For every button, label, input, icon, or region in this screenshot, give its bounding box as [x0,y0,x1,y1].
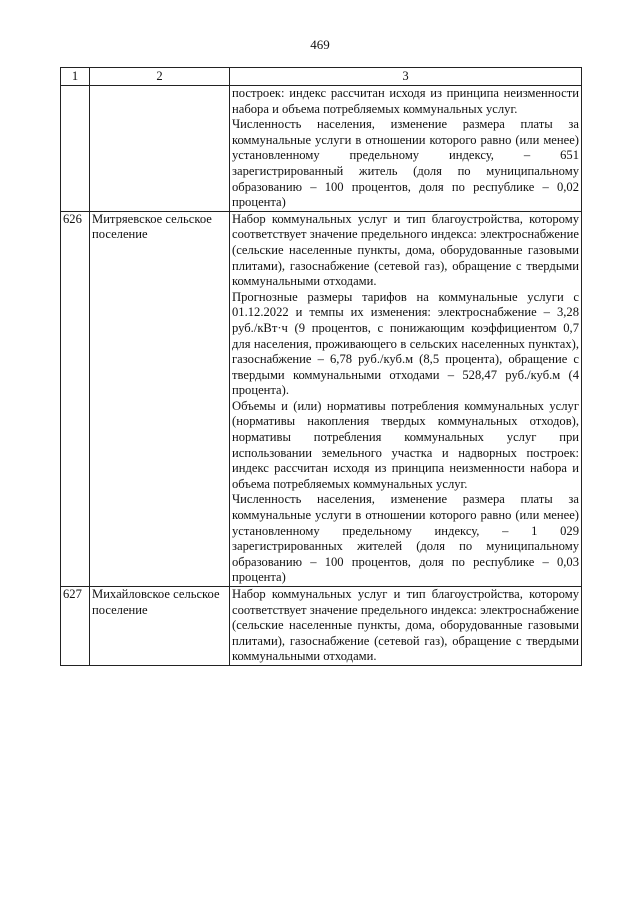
header-col-3: 3 [230,68,582,86]
row-number: 626 [61,211,90,586]
row-number [61,86,90,212]
row-description [230,86,582,212]
table-row [61,587,582,666]
municipal-index-table [60,67,582,666]
description-paragraph: Набор коммунальных услуг и тип благоустройства, которому соответствует значение предельного индекса: электроснабжение (сельские населенные пункты, дома, оборудованные газовыми плитами), газоснабжение (сетевой газ), обращение с твердыми коммунальными отходами. [232,211,579,289]
description-paragraph: Численность населения, изменение размера платы за коммунальные услуги в отношении которого равно (или менее) установленному предельному индексу, – 651 зарегистрированный житель (доля по муниципальному образованию – 100 процентов, доля по республике – 0,02 процента) [232,117,579,210]
municipality-name [90,86,230,212]
municipality-name: Михайловское сельское поселение [90,587,230,666]
header-col-1: 1 [61,68,90,86]
description-paragraph: Численность населения, изменение размера платы за коммунальные услуги в отношении которого равно (или менее) установленному предельному индексу, – 1 029 зарегистрированных жителей (доля по муниципальному образованию – 100 процентов, доля по республике – 0,03 процента) [232,492,579,585]
description-paragraph: Объемы и (или) нормативы потребления коммунальных услуг (нормативы накопления твердых коммунальных отходов), нормативы потребления коммунальных услуг при использовании земельного участка и надворных построек: индекс рассчитан исходя из принципа неизменности набора и объема потребляемых коммунальных услуг. [232,398,579,491]
page-number: 469 [310,37,330,52]
description-paragraph: Прогнозные размеры тарифов на коммунальные услуги с 01.12.2022 и темпы их изменения: электроснабжение – 3,28 руб./кВт·ч (9 процентов, с понижающим коэффициентом 0,7 для населения, проживающего в сельских населенных пунктах), газоснабжение – 6,78 руб./куб.м (8,5 процента), обращение с твердыми коммунальными отходами – 528,47 руб./куб.м (4 процента). [232,289,579,398]
table-header-row [61,68,582,86]
row-number: 627 [61,587,90,666]
municipality-name: Митряевское сельское поселение [90,211,230,586]
row-description [230,211,582,586]
description-paragraph: построек: индекс рассчитан исходя из принципа неизменности набора и объема потребляемых коммунальных услуг. [232,86,579,116]
header-col-2: 2 [90,68,230,86]
table-row [61,86,582,212]
row-description [230,587,582,666]
table-row [61,211,582,586]
description-paragraph: Набор коммунальных услуг и тип благоустройства, которому соответствует значение предельного индекса: электроснабжение (сельские населенные пункты, дома, оборудованные газовыми плитами), газоснабжение (сетевой газ), обращение с твердыми коммунальными отходами. [232,587,579,664]
